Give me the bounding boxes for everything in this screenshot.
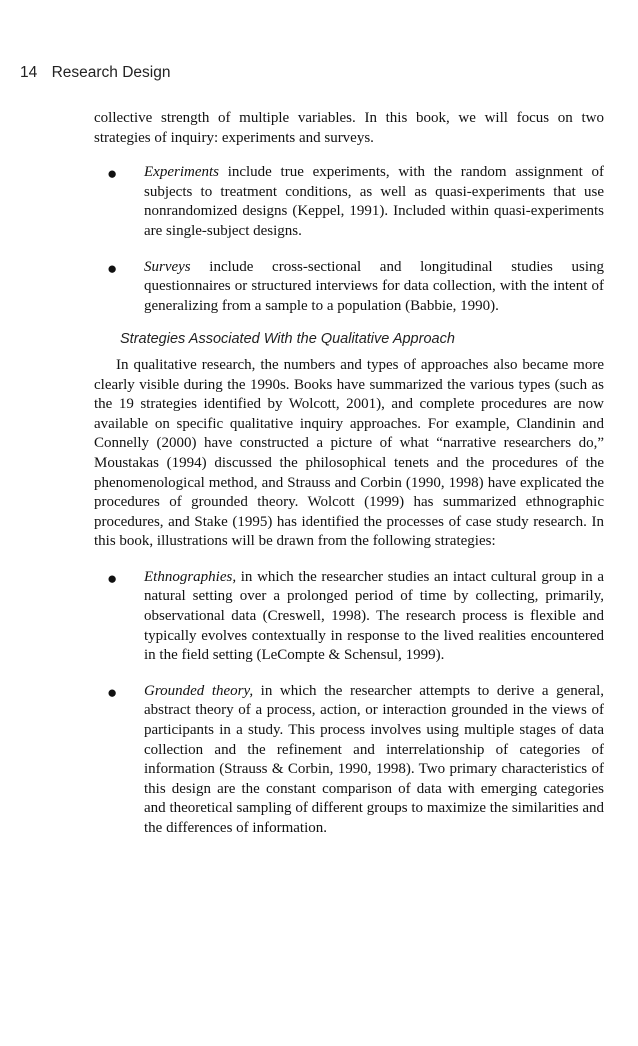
definition-surveys: include cross-sectional and longitudinal studies using questionnaires or structured interviews for data collection, with the intent of generalizing from a sample to a population (Babbie, 1990). xyxy=(144,258,604,314)
page-body xyxy=(94,109,604,839)
bullet-icon: ● xyxy=(107,568,118,588)
list-item-ethnographies xyxy=(109,568,604,666)
running-title: Research Design xyxy=(51,64,171,81)
list-item-grounded-theory xyxy=(109,682,604,839)
definition-grounded-theory: in which the researcher attempts to derive a general, abstract theory of a process, action, or interaction grounded in the views of participants in a study. This process involves using multiple stages of data collection and the refinement and interrelationship of categories of information (Strauss & Corbin, 1990, 1998). Two primary characteristics of this design are the constant comparison of data with emerging categories and theoretical sampling of different groups to maximize the similarities and the differences of information. xyxy=(144,682,604,836)
section-heading: Strategies Associated With the Qualitative Approach xyxy=(120,331,455,348)
definition-experiments: include true experiments, with the random assignment of subjects to treatment conditions, as well as quasi-experiments that use nonrandomized designs (Keppel, 1991). Included within quasi-experiments are single-subject designs. xyxy=(144,164,604,239)
term-experiments: Experiments xyxy=(144,164,219,181)
running-head xyxy=(20,64,170,82)
term-surveys: Surveys xyxy=(144,258,191,275)
intro-paragraph: collective strength of multiple variables. In this book, we will focus on two strategies of inquiry: experiments and surveys. xyxy=(94,110,604,146)
list-item-surveys xyxy=(109,258,604,317)
page-number: 14 xyxy=(20,64,38,81)
bullet-icon: ● xyxy=(107,258,118,278)
term-ethnographies: Ethnographies, xyxy=(144,568,237,585)
term-grounded-theory: Grounded theory, xyxy=(144,682,254,699)
bullet-icon: ● xyxy=(107,682,118,702)
quantitative-strategies-list xyxy=(109,163,604,316)
qualitative-paragraph: In qualitative research, the numbers and types of approaches also became more clearly visible during the 1990s. Books have summarized the various types (such as the 19 strategies identified by Wolcott, 2001), and complete procedures are now available on specific qualitative inquiry approaches. For example, Clandinin and Connelly (2000) have constructed a picture of what “narrative researchers do,” Moustakas (1994) discussed the philosophical tenets and the procedures of the phenomenological method, and Strauss and Corbin (1990, 1998) have explicated the procedures of grounded theory. Wolcott (1999) has summarized ethnographic procedures, and Stake (1995) has identified the processes of case study research. In this book, illustrations will be drawn from the following strategies: xyxy=(94,356,604,550)
bullet-icon: ● xyxy=(107,164,118,184)
qualitative-strategies-list xyxy=(109,568,604,839)
definition-ethnographies: in which the researcher studies an intact cultural group in a natural setting over a prolonged period of time by collecting, primarily, observational data (Creswell, 1998). The research process is flexible and typically evolves contextually in response to the lived realities encountered in the field setting (LeCompte & Schensul, 1999). xyxy=(144,568,604,664)
list-item-experiments xyxy=(109,163,604,241)
